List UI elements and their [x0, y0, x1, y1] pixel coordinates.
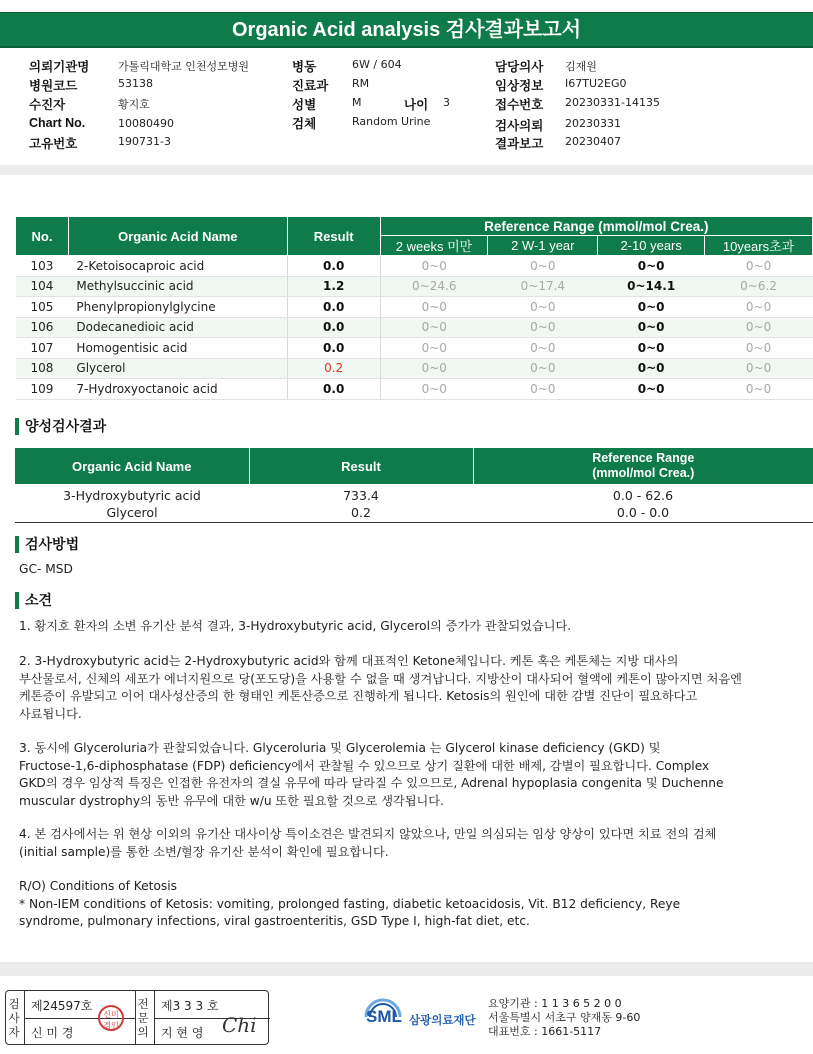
examiner-label [8, 997, 22, 1039]
specialist-signature: Chi [222, 1013, 257, 1037]
pos-row-reference: 0.0 - 0.0 [616, 504, 670, 520]
examiner-seal: 신미경인 [98, 1005, 124, 1031]
examinee-label: 수진자 [29, 98, 66, 112]
row-ref: 0~0 [598, 297, 705, 318]
age-group-header: 10years초과 [705, 236, 813, 256]
row-no: 105 [16, 297, 69, 318]
address: 서울특별시 서초구 양재동 9-60 [488, 1011, 641, 1024]
pos-col-reference-header [473, 448, 813, 484]
row-name: 7-Hydroxyoctanoic acid [68, 379, 287, 400]
phone: 대표번호 : 1661-5117 [488, 1025, 602, 1038]
row-ref: 0~0 [705, 358, 813, 379]
table-row [16, 379, 813, 400]
row-ref: 0~0 [705, 338, 813, 359]
specialist-label-text: 전문의 [137, 997, 149, 1039]
table-row [16, 317, 813, 338]
signature-box [5, 990, 269, 1045]
row-ref: 0~0 [380, 338, 488, 359]
row-ref: 0~24.6 [380, 276, 488, 297]
age-value: 3 [443, 96, 450, 109]
pos-row-name: 3-Hydroxybutyric acid [63, 488, 201, 503]
row-ref: 0~0 [488, 358, 598, 379]
receipt-no-label: 접수번호 [495, 98, 544, 112]
row-no: 104 [16, 276, 69, 297]
row-name: Methylsuccinic acid [68, 276, 287, 297]
examinee-value: 황지호 [118, 98, 150, 111]
request-date-value: 20230331 [565, 117, 621, 130]
positive-results-table [15, 448, 813, 521]
row-no: 108 [16, 358, 69, 379]
report-date-value: 20230407 [565, 135, 621, 148]
row-no: 103 [16, 256, 69, 277]
col-no-header: No. [16, 217, 69, 256]
receipt-no-value: 20230331-14135 [565, 96, 660, 109]
row-result-abnormal: 0.2 [287, 358, 380, 379]
department-label: 진료과 [292, 79, 329, 93]
specimen-value: Random Urine [352, 115, 431, 128]
institution-no: 요양기관 : 1 1 3 6 5 2 0 0 [488, 997, 622, 1010]
row-ref: 0~0 [488, 338, 598, 359]
row-ref: 0~17.4 [488, 276, 598, 297]
row-result: 1.2 [287, 276, 380, 297]
row-ref: 0~0 [488, 297, 598, 318]
row-ref: 0~6.2 [705, 276, 813, 297]
chart-no-label: Chart No. [29, 116, 86, 130]
col-reference-header: Reference Range (mmol/mol Crea.) [380, 217, 812, 236]
row-result: 0.0 [287, 317, 380, 338]
divider-band [0, 165, 813, 175]
row-result: 0.0 [287, 338, 380, 359]
row-ref: 0~0 [705, 297, 813, 318]
row-ref: 0~0 [488, 379, 598, 400]
table-row [16, 276, 813, 297]
pos-ref-header-line2: (mmol/mol Crea.) [592, 466, 695, 480]
sex-label: 성별 [292, 98, 317, 112]
pos-ref-header-line1: Reference Range [592, 451, 695, 465]
specialist-name: 지 현 영 [161, 1026, 204, 1040]
doctor-value: 김재원 [565, 60, 597, 73]
examiner-no: 제24597호 [31, 999, 93, 1013]
ward-value: 6W / 604 [352, 58, 402, 71]
row-name: Dodecanedioic acid [68, 317, 287, 338]
row-no: 106 [16, 317, 69, 338]
findings-p4: 4. 본 검사에서는 위 현상 이외의 유기산 대사이상 특이소견은 발견되지 않았으나, 만일 의심되는 임상 양상이 있다면 치료 전의 검체 (initial sample)를 통한 소변/혈장 유기산 분석이 확인에 필요합니다. [19, 827, 717, 859]
divider [135, 991, 136, 1044]
institution-value: 가톨릭대학교 인천성모병원 [118, 60, 250, 73]
hospital-code-label: 병원코드 [29, 79, 78, 93]
positive-results-heading: 양성검사결과 [15, 418, 106, 435]
table-row [16, 338, 813, 359]
logo-text: SML [366, 1007, 402, 1026]
row-ref: 0~0 [380, 256, 488, 277]
findings-heading: 소견 [15, 592, 52, 609]
row-name: Homogentisic acid [68, 338, 287, 359]
pos-row-result: 0.2 [351, 504, 371, 520]
request-date-label: 검사의뢰 [495, 119, 544, 133]
specialist-label [137, 997, 151, 1039]
pos-row-reference: 0.0 - 62.6 [612, 488, 674, 503]
findings-p1: 1. 황지호 환자의 소변 유기산 분석 결과, 3-Hydroxybutyric acid, Glycerol의 증가가 관찰되었습니다. [19, 619, 572, 633]
findings-p3: 3. 동시에 Glyceroluria가 관찰되었습니다. Glyceroluria 및 Glycerolemia 는 Glycerol kinase deficiency (GKD) 및 Fructose-1,6-diphosphatase (FDP) deficiency에서 관찰될 수 있으므로 상기 질환에 대한 배제, 감별이 필요합니다. Complex GKD의 경우 임상적 특징은 인접한 유전자의 결실 유무에 따라 달라질 수 있으므로, Adrenal hypoplasia congenita 및 Duchenne muscular dystrophy의 동반 유무에 대한 w/u 또한 필요할 것으로 생각됩니다. [19, 741, 724, 808]
row-ref: 0~0 [488, 317, 598, 338]
unique-no-value: 190731-3 [118, 135, 171, 148]
department-value: RM [352, 77, 370, 90]
row-name: Phenylpropionylglycine [68, 297, 287, 318]
row-ref: 0~0 [488, 256, 598, 277]
row-ref: 0~0 [380, 317, 488, 338]
method-text: GC- MSD [19, 562, 73, 576]
pos-col-name-header: Organic Acid Name [15, 448, 249, 484]
report-title: Organic Acid analysis 검사결과보고서 [0, 12, 813, 48]
clinical-info-value: I67TU2EG0 [565, 77, 627, 90]
row-ref: 0~0 [598, 317, 705, 338]
contact-info [488, 997, 640, 1039]
row-ref: 0~0 [598, 338, 705, 359]
examiner-label-text: 검사자 [8, 997, 20, 1039]
table-row [16, 297, 813, 318]
col-result-header: Result [287, 217, 380, 256]
row-no: 109 [16, 379, 69, 400]
row-ref: 0~0 [380, 297, 488, 318]
row-result: 0.0 [287, 297, 380, 318]
org-name: 삼광의료재단 [409, 1013, 476, 1027]
footer-band [0, 962, 813, 976]
row-ref: 0~0 [705, 379, 813, 400]
pos-table-bottom-rule [15, 522, 813, 523]
row-no: 107 [16, 338, 69, 359]
doctor-label: 담당의사 [495, 60, 544, 74]
row-ref: 0~0 [380, 358, 488, 379]
specimen-label: 검체 [292, 117, 317, 131]
ward-label: 병동 [292, 60, 317, 74]
row-result: 0.0 [287, 379, 380, 400]
examiner-name: 신 미 경 [31, 1026, 74, 1040]
institution-label: 의뢰기관명 [29, 60, 90, 74]
pos-col-result-header: Result [249, 448, 473, 484]
age-group-header: 2 W-1 year [488, 236, 598, 256]
method-heading: 검사방법 [15, 536, 79, 553]
row-ref: 0~14.1 [598, 276, 705, 297]
row-ref: 0~0 [598, 379, 705, 400]
hospital-code-value: 53138 [118, 77, 153, 90]
patient-info [0, 55, 813, 165]
chart-no-value: 10080490 [118, 117, 174, 130]
table-row [15, 484, 813, 503]
pos-row-result: 733.4 [343, 488, 379, 503]
pos-row-name: Glycerol [106, 504, 158, 520]
table-row [16, 358, 813, 379]
table-row [15, 503, 813, 521]
results-table [15, 216, 813, 400]
row-ref: 0~0 [598, 256, 705, 277]
specialist-no: 제3 3 3 호 [161, 999, 219, 1013]
findings-p5: R/O) Conditions of Ketosis * Non-IEM conditions of Ketosis: vomiting, prolonged fasting, diabetic ketoacidosis, Vit. B12 deficiency, Reye syndrome, pulmonary infections, viral gastroenteritis, GSD Type I, high-fat diet, etc. [19, 879, 681, 928]
sex-value: M [352, 96, 362, 109]
clinical-info-label: 임상정보 [495, 79, 544, 93]
report-date-label: 결과보고 [495, 137, 544, 151]
age-group-header: 2 weeks 미만 [380, 236, 488, 256]
row-ref: 0~0 [705, 256, 813, 277]
col-name-header: Organic Acid Name [68, 217, 287, 256]
row-ref: 0~0 [705, 317, 813, 338]
age-label: 나이 [404, 98, 429, 112]
table-row [16, 256, 813, 277]
sml-logo [362, 994, 482, 1034]
row-ref: 0~0 [598, 358, 705, 379]
findings-p2: 2. 3-Hydroxybutyric acid는 2-Hydroxybutyric acid와 함께 대표적인 Ketone체입니다. 케톤 혹은 케톤체는 지방 대사의 부산물로서, 신체의 세포가 에너지원으로 당(포도당)을 사용할 수 없을 때 생겨납니다. 지방산이 대사되어 혈액에 케톤이 많아지면 처음엔 케톤증이 유발되고 이어 대사성산증의 한 형태인 케톤산증으로 진행하게 됩니다. Ketosis의 원인에 대한 감별 진단이 필요하다고 사료됩니다. [19, 654, 742, 721]
row-name: Glycerol [68, 358, 287, 379]
row-name: 2-Ketoisocaproic acid [68, 256, 287, 277]
footer [0, 975, 813, 1054]
age-group-header: 2-10 years [598, 236, 705, 256]
row-ref: 0~0 [380, 379, 488, 400]
unique-no-label: 고유번호 [29, 137, 78, 151]
row-result: 0.0 [287, 256, 380, 277]
